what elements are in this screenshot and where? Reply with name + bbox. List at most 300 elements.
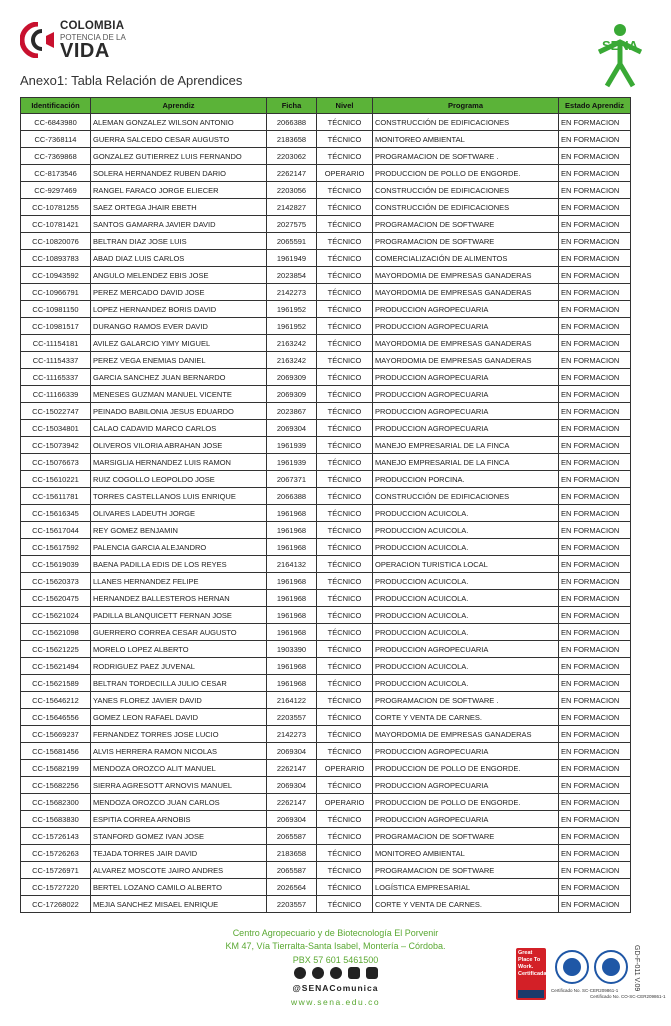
table-cell: PRODUCCION ACUICOLA. xyxy=(373,624,559,641)
table-cell: MAYORDOMIA DE EMPRESAS GANADERAS xyxy=(373,335,559,352)
table-cell: CC-11165337 xyxy=(21,369,91,386)
table-cell: BELTRAN TORDECILLA JULIO CESAR xyxy=(91,675,267,692)
table-cell: CC-10893783 xyxy=(21,250,91,267)
table-cell: TÉCNICO xyxy=(317,590,373,607)
table-cell: EN FORMACION xyxy=(559,403,631,420)
table-cell: 2069309 xyxy=(267,369,317,386)
table-cell: CC-15611781 xyxy=(21,488,91,505)
table-cell: PRODUCCION PORCINA. xyxy=(373,471,559,488)
table-cell: 1961968 xyxy=(267,522,317,539)
table-row xyxy=(21,743,631,760)
table-row xyxy=(21,862,631,879)
table-cell: 2026564 xyxy=(267,879,317,896)
table-cell: EN FORMACION xyxy=(559,726,631,743)
table-cell: CC-15621494 xyxy=(21,658,91,675)
table-cell: TEJADA TORRES JAIR DAVID xyxy=(91,845,267,862)
table-cell: 1961952 xyxy=(267,318,317,335)
table-cell: 2262147 xyxy=(267,760,317,777)
table-cell: CC-15619039 xyxy=(21,556,91,573)
table-cell: EN FORMACION xyxy=(559,845,631,862)
table-cell: PRODUCCION AGROPECUARIA xyxy=(373,743,559,760)
table-cell: TÉCNICO xyxy=(317,896,373,913)
table-cell: 1961952 xyxy=(267,301,317,318)
table-cell: EN FORMACION xyxy=(559,233,631,250)
table-cell: COMERCIALIZACIÓN DE ALIMENTOS xyxy=(373,250,559,267)
table-cell: EN FORMACION xyxy=(559,369,631,386)
table-cell: 2069309 xyxy=(267,386,317,403)
table-cell: REY GOMEZ BENJAMIN xyxy=(91,522,267,539)
table-cell: 2203557 xyxy=(267,896,317,913)
table-cell: 1961968 xyxy=(267,590,317,607)
table-cell: EN FORMACION xyxy=(559,862,631,879)
page-title: Anexo1: Tabla Relación de Aprendices xyxy=(20,73,243,88)
table-cell: 2023867 xyxy=(267,403,317,420)
table-cell: EN FORMACION xyxy=(559,539,631,556)
table-cell: CC-10781255 xyxy=(21,199,91,216)
table-cell: PRODUCCION ACUICOLA. xyxy=(373,522,559,539)
table-row xyxy=(21,845,631,862)
table-cell: 2203062 xyxy=(267,148,317,165)
badge-text: Great Place To Work. Certificada xyxy=(518,950,547,977)
table-cell: PROGRAMACION DE SOFTWARE . xyxy=(373,148,559,165)
table-cell: EN FORMACION xyxy=(559,658,631,675)
table-cell: DURANGO RAMOS EVER DAVID xyxy=(91,318,267,335)
table-row xyxy=(21,692,631,709)
table-cell: TÉCNICO xyxy=(317,743,373,760)
table-row xyxy=(21,709,631,726)
table-cell: SAEZ ORTEGA JHAIR EBETH xyxy=(91,199,267,216)
iqnet-seal-icon xyxy=(594,950,628,984)
table-cell: TÉCNICO xyxy=(317,267,373,284)
table-cell: TÉCNICO xyxy=(317,471,373,488)
table-cell: CC-15621225 xyxy=(21,641,91,658)
table-cell: ABAD DIAZ LUIS CARLOS xyxy=(91,250,267,267)
table-cell: EN FORMACION xyxy=(559,199,631,216)
table-cell: TÉCNICO xyxy=(317,420,373,437)
table-cell: FERNANDEZ TORRES JOSE LUCIO xyxy=(91,726,267,743)
social-handle: @SENAComunica xyxy=(292,983,379,993)
table-cell: 1961968 xyxy=(267,675,317,692)
table-cell: 2065591 xyxy=(267,233,317,250)
table-cell: CC-15646212 xyxy=(21,692,91,709)
table-cell: CORTE Y VENTA DE CARNES. xyxy=(373,709,559,726)
table-row xyxy=(21,624,631,641)
table-cell: CC-11166339 xyxy=(21,386,91,403)
table-cell: CC-10966791 xyxy=(21,284,91,301)
table-cell: RANGEL FARACO JORGE ELIECER xyxy=(91,182,267,199)
table-cell: TORRES CASTELLANOS LUIS ENRIQUE xyxy=(91,488,267,505)
table-cell: GUERRERO CORREA CESAR AUGUSTO xyxy=(91,624,267,641)
table-cell: PRODUCCION ACUICOLA. xyxy=(373,573,559,590)
table-cell: 1903390 xyxy=(267,641,317,658)
table-cell: EN FORMACION xyxy=(559,437,631,454)
table-cell: CC-7369868 xyxy=(21,148,91,165)
table-row xyxy=(21,233,631,250)
table-cell: 2163242 xyxy=(267,352,317,369)
table-row xyxy=(21,369,631,386)
table-row xyxy=(21,760,631,777)
table-cell: EN FORMACION xyxy=(559,488,631,505)
table-row xyxy=(21,777,631,794)
table-cell: TÉCNICO xyxy=(317,607,373,624)
table-cell: CC-15076673 xyxy=(21,454,91,471)
table-cell: TÉCNICO xyxy=(317,573,373,590)
table-cell: EN FORMACION xyxy=(559,607,631,624)
table-cell: 2023854 xyxy=(267,267,317,284)
table-row xyxy=(21,199,631,216)
table-cell: PROGRAMACION DE SOFTWARE xyxy=(373,862,559,879)
table-row xyxy=(21,386,631,403)
table-cell: TÉCNICO xyxy=(317,369,373,386)
table-cell: 2069304 xyxy=(267,777,317,794)
table-cell: PROGRAMACION DE SOFTWARE xyxy=(373,828,559,845)
logo-line-1: COLOMBIA xyxy=(60,20,125,32)
table-cell: CC-10981150 xyxy=(21,301,91,318)
footer-center-name: Centro Agropecuario y de Biotecnología El Porvenir xyxy=(232,928,439,938)
table-cell: CONSTRUCCIÓN DE EDIFICACIONES xyxy=(373,114,559,131)
table-cell: CC-15073942 xyxy=(21,437,91,454)
table-cell: EN FORMACION xyxy=(559,641,631,658)
table-cell: CC-15620475 xyxy=(21,590,91,607)
table-cell: PRODUCCION AGROPECUARIA xyxy=(373,403,559,420)
table-cell: PADILLA BLANQUICETT FERNAN JOSE xyxy=(91,607,267,624)
social-icons xyxy=(290,967,382,981)
table-cell: PROGRAMACION DE SOFTWARE . xyxy=(373,692,559,709)
table-cell: 2069304 xyxy=(267,420,317,437)
table-cell: EN FORMACION xyxy=(559,352,631,369)
table-cell: MEJIA SANCHEZ MISAEL ENRIQUE xyxy=(91,896,267,913)
twitter-icon[interactable] xyxy=(330,967,342,979)
table-cell: CALAO CADAVID MARCO CARLOS xyxy=(91,420,267,437)
table-cell: CC-15610221 xyxy=(21,471,91,488)
apprentices-table xyxy=(20,97,631,913)
table-cell: TÉCNICO xyxy=(317,862,373,879)
table-cell: CC-8173546 xyxy=(21,165,91,182)
table-cell: PRODUCCION AGROPECUARIA xyxy=(373,811,559,828)
table-cell: 2066388 xyxy=(267,488,317,505)
table-row xyxy=(21,590,631,607)
table-cell: OPERACION TURISTICA LOCAL xyxy=(373,556,559,573)
table-cell: CC-11154181 xyxy=(21,335,91,352)
table-cell: CC-7368114 xyxy=(21,131,91,148)
table-cell: CC-15621098 xyxy=(21,624,91,641)
table-cell: ALVAREZ MOSCOTE JAIRO ANDRES xyxy=(91,862,267,879)
table-cell: 2065587 xyxy=(267,862,317,879)
table-row xyxy=(21,896,631,913)
table-cell: EN FORMACION xyxy=(559,709,631,726)
colombia-logo-icon xyxy=(20,22,58,58)
certificate-1: Certificado No. SC-CER209861-1 xyxy=(551,988,619,993)
table-cell: PEREZ MERCADO DAVID JOSE xyxy=(91,284,267,301)
table-cell: EN FORMACION xyxy=(559,573,631,590)
table-row xyxy=(21,607,631,624)
table-cell: EN FORMACION xyxy=(559,675,631,692)
table-cell: PROGRAMACION DE SOFTWARE xyxy=(373,216,559,233)
table-cell: CC-15726971 xyxy=(21,862,91,879)
table-cell: EN FORMACION xyxy=(559,624,631,641)
table-cell: CC-15617592 xyxy=(21,539,91,556)
table-cell: EN FORMACION xyxy=(559,301,631,318)
table-cell: TÉCNICO xyxy=(317,488,373,505)
table-cell: EN FORMACION xyxy=(559,454,631,471)
table-cell: 2262147 xyxy=(267,794,317,811)
table-cell: 2142827 xyxy=(267,199,317,216)
table-cell: ALEMAN GONZALEZ WILSON ANTONIO xyxy=(91,114,267,131)
table-cell: PEINADO BABILONIA JESUS EDUARDO xyxy=(91,403,267,420)
table-cell: TÉCNICO xyxy=(317,777,373,794)
table-cell: EN FORMACION xyxy=(559,505,631,522)
table-cell: ESPITIA CORREA ARNOBIS xyxy=(91,811,267,828)
table-cell: TÉCNICO xyxy=(317,811,373,828)
column-header: Identificación xyxy=(21,98,91,114)
table-cell: 2142273 xyxy=(267,726,317,743)
table-cell: 2183658 xyxy=(267,845,317,862)
table-cell: 1961968 xyxy=(267,658,317,675)
table-cell: CC-10781421 xyxy=(21,216,91,233)
table-row xyxy=(21,165,631,182)
table-cell: MENDOZA OROZCO JUAN CARLOS xyxy=(91,794,267,811)
table-cell: PRODUCCION DE POLLO DE ENGORDE. xyxy=(373,760,559,777)
table-cell: 1961939 xyxy=(267,454,317,471)
table-row xyxy=(21,216,631,233)
logo-line-2: POTENCIA DE LA xyxy=(60,33,126,42)
colombia-potencia-logo xyxy=(20,18,130,62)
table-row xyxy=(21,437,631,454)
table-cell: PEREZ VEGA ENEMIAS DANIEL xyxy=(91,352,267,369)
table-cell: MAYORDOMIA DE EMPRESAS GANADERAS xyxy=(373,726,559,743)
table-cell: PRODUCCION AGROPECUARIA xyxy=(373,301,559,318)
table-cell: TÉCNICO xyxy=(317,233,373,250)
table-row xyxy=(21,505,631,522)
table-cell: 2164122 xyxy=(267,692,317,709)
table-cell: STANFORD GOMEZ IVAN JOSE xyxy=(91,828,267,845)
table-cell: TÉCNICO xyxy=(317,131,373,148)
table-cell: 2069304 xyxy=(267,811,317,828)
table-cell: 1961939 xyxy=(267,437,317,454)
table-cell: TÉCNICO xyxy=(317,182,373,199)
table-cell: EN FORMACION xyxy=(559,318,631,335)
table-cell: OPERARIO xyxy=(317,165,373,182)
column-header: Programa xyxy=(373,98,559,114)
table-cell: TÉCNICO xyxy=(317,403,373,420)
table-cell: CC-15617044 xyxy=(21,522,91,539)
table-row xyxy=(21,726,631,743)
table-cell: CC-15022747 xyxy=(21,403,91,420)
table-cell: MAYORDOMIA DE EMPRESAS GANADERAS xyxy=(373,352,559,369)
table-row xyxy=(21,335,631,352)
table-cell: CC-10981517 xyxy=(21,318,91,335)
table-cell: RODRIGUEZ PAEZ JUVENAL xyxy=(91,658,267,675)
table-cell: EN FORMACION xyxy=(559,828,631,845)
table-cell: EN FORMACION xyxy=(559,386,631,403)
table-cell: CC-15727220 xyxy=(21,879,91,896)
table-cell: TÉCNICO xyxy=(317,675,373,692)
table-cell: SIERRA AGRESOTT ARNOVIS MANUEL xyxy=(91,777,267,794)
table-row xyxy=(21,811,631,828)
table-row xyxy=(21,573,631,590)
table-cell: CONSTRUCCIÓN DE EDIFICACIONES xyxy=(373,199,559,216)
table-row xyxy=(21,352,631,369)
table-cell: GARCIA SANCHEZ JUAN BERNARDO xyxy=(91,369,267,386)
table-cell: 2203557 xyxy=(267,709,317,726)
table-cell: CC-15681456 xyxy=(21,743,91,760)
table-cell: LLANES HERNANDEZ FELIPE xyxy=(91,573,267,590)
website-link[interactable]: www.sena.edu.co xyxy=(290,997,381,1007)
table-cell: BERTEL LOZANO CAMILO ALBERTO xyxy=(91,879,267,896)
table-cell: PRODUCCION ACUICOLA. xyxy=(373,539,559,556)
table-row xyxy=(21,658,631,675)
table-cell: EN FORMACION xyxy=(559,794,631,811)
table-cell: TÉCNICO xyxy=(317,386,373,403)
table-cell: TÉCNICO xyxy=(317,114,373,131)
table-cell: LOGÍSTICA EMPRESARIAL xyxy=(373,879,559,896)
table-cell: 1961968 xyxy=(267,539,317,556)
table-cell: 1961968 xyxy=(267,505,317,522)
table-cell: TÉCNICO xyxy=(317,726,373,743)
table-cell: PRODUCCION ACUICOLA. xyxy=(373,675,559,692)
table-cell: 1961968 xyxy=(267,607,317,624)
table-cell: EN FORMACION xyxy=(559,165,631,182)
table-cell: CC-15669237 xyxy=(21,726,91,743)
table-row xyxy=(21,284,631,301)
table-cell: TÉCNICO xyxy=(317,709,373,726)
table-cell: TÉCNICO xyxy=(317,879,373,896)
table-cell: EN FORMACION xyxy=(559,250,631,267)
table-row xyxy=(21,403,631,420)
table-cell: 2203056 xyxy=(267,182,317,199)
table-cell: AVILEZ GALARCIO YIMY MIGUEL xyxy=(91,335,267,352)
table-row xyxy=(21,794,631,811)
table-cell: TÉCNICO xyxy=(317,352,373,369)
column-header: Nivel xyxy=(317,98,373,114)
table-cell: PRODUCCION DE POLLO DE ENGORDE. xyxy=(373,794,559,811)
table-cell: PRODUCCION DE POLLO DE ENGORDE. xyxy=(373,165,559,182)
table-cell: PRODUCCION AGROPECUARIA xyxy=(373,386,559,403)
table-cell: CC-15646556 xyxy=(21,709,91,726)
table-cell: EN FORMACION xyxy=(559,896,631,913)
youtube-icon[interactable] xyxy=(348,967,360,979)
table-cell: EN FORMACION xyxy=(559,879,631,896)
certificate-2: Certificado No. CO-SC-CER209861-1 xyxy=(590,994,666,999)
table-cell: PRODUCCION AGROPECUARIA xyxy=(373,318,559,335)
table-cell: OLIVARES LADEUTH JORGE xyxy=(91,505,267,522)
table-cell: EN FORMACION xyxy=(559,692,631,709)
icontec-seal-icon xyxy=(555,950,589,984)
document-code: GD-F-011 V.09 xyxy=(633,945,640,992)
table-row xyxy=(21,318,631,335)
table-cell: EN FORMACION xyxy=(559,335,631,352)
table-cell: PRODUCCION AGROPECUARIA xyxy=(373,777,559,794)
table-row xyxy=(21,471,631,488)
table-cell: 2183658 xyxy=(267,131,317,148)
table-cell: SANTOS GAMARRA JAVIER DAVID xyxy=(91,216,267,233)
table-cell: EN FORMACION xyxy=(559,556,631,573)
table-cell: CC-10820076 xyxy=(21,233,91,250)
table-cell: YANES FLOREZ JAVIER DAVID xyxy=(91,692,267,709)
table-cell: TÉCNICO xyxy=(317,539,373,556)
table-body xyxy=(21,114,631,913)
table-cell: MENESES GUZMAN MANUEL VICENTE xyxy=(91,386,267,403)
table-cell: CC-15621589 xyxy=(21,675,91,692)
facebook-icon[interactable] xyxy=(312,967,324,979)
table-row xyxy=(21,182,631,199)
table-cell: CC-15683830 xyxy=(21,811,91,828)
table-cell: TÉCNICO xyxy=(317,692,373,709)
table-cell: PRODUCCION ACUICOLA. xyxy=(373,505,559,522)
table-cell: CC-10943592 xyxy=(21,267,91,284)
table-cell: MANEJO EMPRESARIAL DE LA FINCA xyxy=(373,437,559,454)
table-cell: CC-15682256 xyxy=(21,777,91,794)
table-cell: TÉCNICO xyxy=(317,828,373,845)
table-cell: OLIVEROS VILORIA ABRAHAN JOSE xyxy=(91,437,267,454)
table-cell: CONSTRUCCIÓN DE EDIFICACIONES xyxy=(373,488,559,505)
table-cell: TÉCNICO xyxy=(317,335,373,352)
table-cell: CC-6843980 xyxy=(21,114,91,131)
table-cell: EN FORMACION xyxy=(559,114,631,131)
table-cell: OPERARIO xyxy=(317,794,373,811)
table-cell: 2164132 xyxy=(267,556,317,573)
table-cell: PALENCIA GARCIA ALEJANDRO xyxy=(91,539,267,556)
table-cell: TÉCNICO xyxy=(317,624,373,641)
table-cell: TÉCNICO xyxy=(317,658,373,675)
table-cell: EN FORMACION xyxy=(559,216,631,233)
table-cell: PROGRAMACION DE SOFTWARE xyxy=(373,233,559,250)
column-header: Ficha xyxy=(267,98,317,114)
table-row xyxy=(21,131,631,148)
table-cell: 2065587 xyxy=(267,828,317,845)
table-cell: TÉCNICO xyxy=(317,556,373,573)
table-cell: HERNANDEZ BALLESTEROS HERNAN xyxy=(91,590,267,607)
table-cell: EN FORMACION xyxy=(559,811,631,828)
table-cell: MANEJO EMPRESARIAL DE LA FINCA xyxy=(373,454,559,471)
table-cell: CC-11154337 xyxy=(21,352,91,369)
table-row xyxy=(21,301,631,318)
table-cell: RUIZ COGOLLO LEOPOLDO JOSE xyxy=(91,471,267,488)
table-cell: MONITOREO AMBIENTAL xyxy=(373,845,559,862)
table-row xyxy=(21,828,631,845)
table-cell: EN FORMACION xyxy=(559,267,631,284)
table-cell: PRODUCCION ACUICOLA. xyxy=(373,607,559,624)
table-cell: CC-15621024 xyxy=(21,607,91,624)
table-cell: CC-9297469 xyxy=(21,182,91,199)
table-cell: EN FORMACION xyxy=(559,471,631,488)
instagram-icon[interactable] xyxy=(294,967,306,979)
table-cell: CC-15682300 xyxy=(21,794,91,811)
column-header: Aprendiz xyxy=(91,98,267,114)
footer-address: KM 47, Vía Tierralta-Santa Isabel, Montería – Córdoba. xyxy=(225,941,446,951)
table-cell: TÉCNICO xyxy=(317,318,373,335)
table-row xyxy=(21,675,631,692)
table-cell: CC-15682199 xyxy=(21,760,91,777)
table-cell: 2142273 xyxy=(267,284,317,301)
table-cell: CC-15616345 xyxy=(21,505,91,522)
table-row xyxy=(21,879,631,896)
table-cell: EN FORMACION xyxy=(559,284,631,301)
table-cell: MAYORDOMIA DE EMPRESAS GANADERAS xyxy=(373,267,559,284)
table-cell: GOMEZ LEON RAFAEL DAVID xyxy=(91,709,267,726)
linkedin-icon[interactable] xyxy=(366,967,378,979)
table-cell: EN FORMACION xyxy=(559,131,631,148)
table-cell: 2069304 xyxy=(267,743,317,760)
table-cell: TÉCNICO xyxy=(317,284,373,301)
table-cell: TÉCNICO xyxy=(317,199,373,216)
table-cell: 1961968 xyxy=(267,624,317,641)
table-row xyxy=(21,641,631,658)
table-cell: PRODUCCION AGROPECUARIA xyxy=(373,369,559,386)
table-cell: SOLERA HERNANDEZ RUBEN DARIO xyxy=(91,165,267,182)
table-cell: TÉCNICO xyxy=(317,845,373,862)
table-row xyxy=(21,420,631,437)
